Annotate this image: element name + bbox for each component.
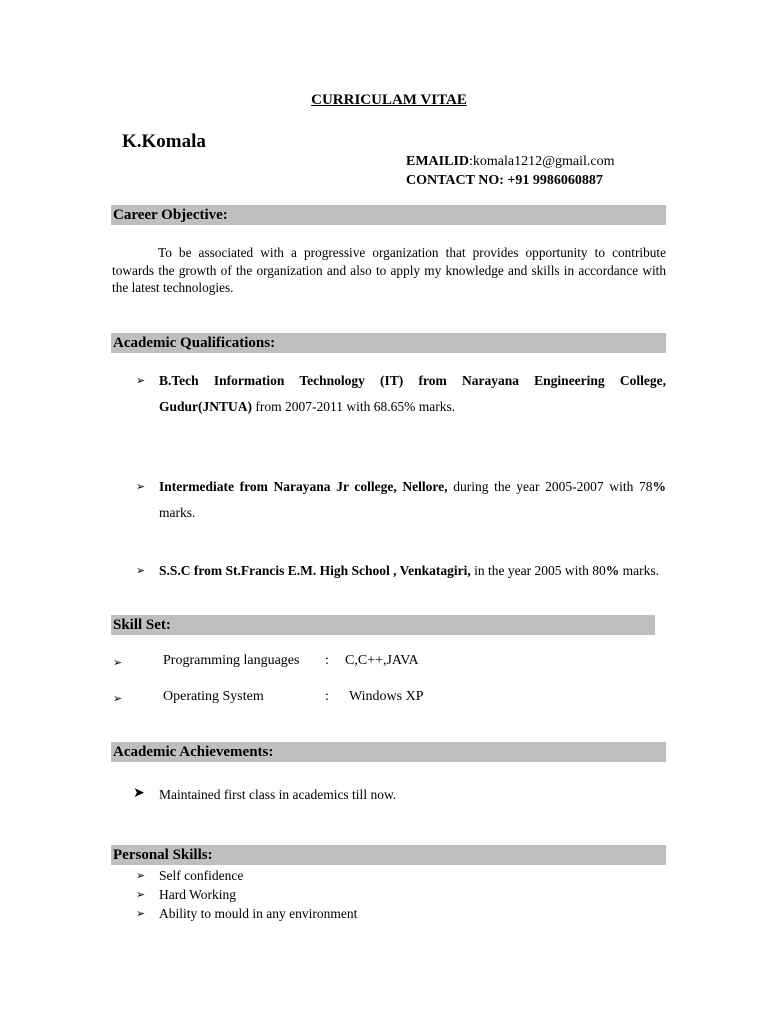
arrow-bullet-icon: ➢ (136, 565, 146, 577)
career-objective-text (112, 244, 666, 297)
qualification-detail-end: marks. (159, 505, 196, 520)
achievement-item: Maintained first class in academics till now. (159, 787, 397, 802)
qualification-detail: in the year 2005 with 80 (470, 563, 606, 578)
academic-achievements-heading: Academic Achievements: (111, 742, 666, 762)
contact-block (406, 152, 615, 190)
arrow-bullet-icon: ➢ (136, 908, 146, 920)
qualification-title: S.S.C from St.Francis E.M. High School , Venkatagiri, (159, 563, 471, 578)
career-objective-body: To be associated with a progressive organization that provides opportunity to contribute towards the growth of the organization and also to apply my knowledge and skills in accordance with the latest technologies. (112, 245, 666, 295)
qualification-detail: during the year 2005-2007 with 78 (447, 479, 653, 494)
qualification-item (159, 368, 666, 420)
arrow-bullet-icon: ➢ (136, 375, 146, 387)
skill-set-heading: Skill Set: (111, 615, 655, 635)
qualification-percent: % (605, 563, 620, 578)
email-value: :komala1212@gmail.com (469, 154, 615, 169)
email-label: EMAILID (406, 154, 470, 169)
candidate-name: K.Komala (122, 131, 206, 152)
arrow-bullet-icon: ➢ (113, 693, 123, 705)
skill-separator: : (325, 653, 329, 668)
skill-value: Windows XP (349, 689, 424, 704)
personal-skill-item: Hard Working (159, 887, 237, 902)
qualification-title: Intermediate from Narayana Jr college, Nellore, (159, 479, 448, 494)
contact-number: CONTACT NO: +91 9986060887 (406, 173, 603, 188)
personal-skills-heading: Personal Skills: (111, 845, 666, 865)
qualification-detail-end: marks. (619, 563, 660, 578)
academic-qualifications-heading: Academic Qualifications: (111, 333, 666, 353)
arrow-bullet-icon: ➤ (133, 786, 145, 801)
phone-line (406, 171, 615, 190)
personal-skill-item: Ability to mould in any environment (159, 906, 358, 921)
qualification-item (159, 474, 666, 526)
arrow-bullet-icon: ➢ (136, 870, 146, 882)
career-objective-heading: Career Objective: (111, 205, 666, 225)
qualification-item (159, 562, 666, 580)
arrow-bullet-icon: ➢ (136, 481, 146, 493)
personal-skill-item: Self confidence (159, 868, 244, 883)
qualification-title: B.Tech Information Technology (IT) from Narayana Engineering College, Gudur(JNTUA) (159, 373, 666, 414)
skill-separator: : (325, 689, 329, 704)
arrow-bullet-icon: ➢ (113, 657, 123, 669)
skill-value: C,C++,JAVA (345, 653, 419, 668)
qualification-percent: % (652, 479, 667, 494)
arrow-bullet-icon: ➢ (136, 889, 146, 901)
skill-label: Programming languages (163, 653, 300, 668)
skill-label: Operating System (163, 689, 264, 704)
qualification-detail: from 2007-2011 with 68.65% marks. (252, 399, 456, 414)
email-line (406, 152, 615, 171)
document-title: CURRICULAM VITAE (311, 92, 467, 108)
